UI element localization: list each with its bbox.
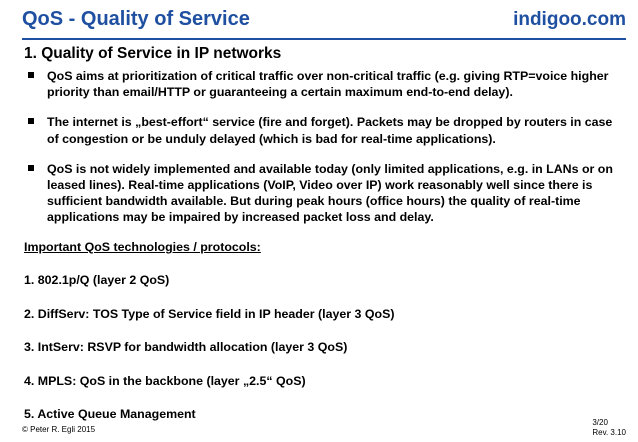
technology-item: 4. MPLS: QoS in the backbone (layer „2.5“ QoS) <box>24 373 306 388</box>
bullet-item <box>24 114 624 146</box>
square-bullet-icon <box>28 72 34 78</box>
technology-item: 3. IntServ: RSVP for bandwidth allocation (layer 3 QoS) <box>24 340 348 355</box>
revision: Rev. 3.10 <box>592 428 626 437</box>
technologies-heading: Important QoS technologies / protocols: <box>24 240 261 254</box>
technologies-list <box>24 272 394 440</box>
bullet-text: QoS aims at prioritization of critical traffic over non-critical traffic (e.g. giving RTP=voice higher priority than email/HTTP or guaranteeing a certain maximum end-to-end delay). <box>47 69 609 100</box>
bullet-item <box>24 68 624 100</box>
bullet-text: QoS is not widely implemented and available today (only limited applications, e.g. in LANs or on leased lines). Real-time applications (VoIP, Video over IP) work reasonably well since there is sufficient bandwidth available. But during peak hours (office hours) the quality of real-time applications may be impaired by increased packet loss and delay. <box>47 161 613 225</box>
slide-title: QoS - Quality of Service <box>22 8 250 30</box>
footer-copyright: © Peter R. Egli 2015 <box>22 425 96 434</box>
square-bullet-icon <box>28 165 34 171</box>
bullet-text: The internet is „best-effort“ service (fire and forget). Packets may be dropped by routers in case of congestion or be unduly delayed (which is bad for real-time applications). <box>47 115 613 146</box>
square-bullet-icon <box>28 118 34 124</box>
title-divider <box>22 38 626 40</box>
section-heading: 1. Quality of Service in IP networks <box>24 45 282 62</box>
technology-item: 2. DiffServ: TOS Type of Service field in IP header (layer 3 QoS) <box>24 306 395 321</box>
footer-page-info <box>592 418 626 438</box>
page-number: 3/20 <box>592 418 608 427</box>
bullet-item <box>24 161 624 226</box>
bullet-list <box>24 68 624 240</box>
technology-item: 1. 802.1p/Q (layer 2 QoS) <box>24 273 170 287</box>
technology-item: 5. Active Queue Management <box>24 407 196 422</box>
indigoo-logo: indigoo.com <box>513 9 626 30</box>
